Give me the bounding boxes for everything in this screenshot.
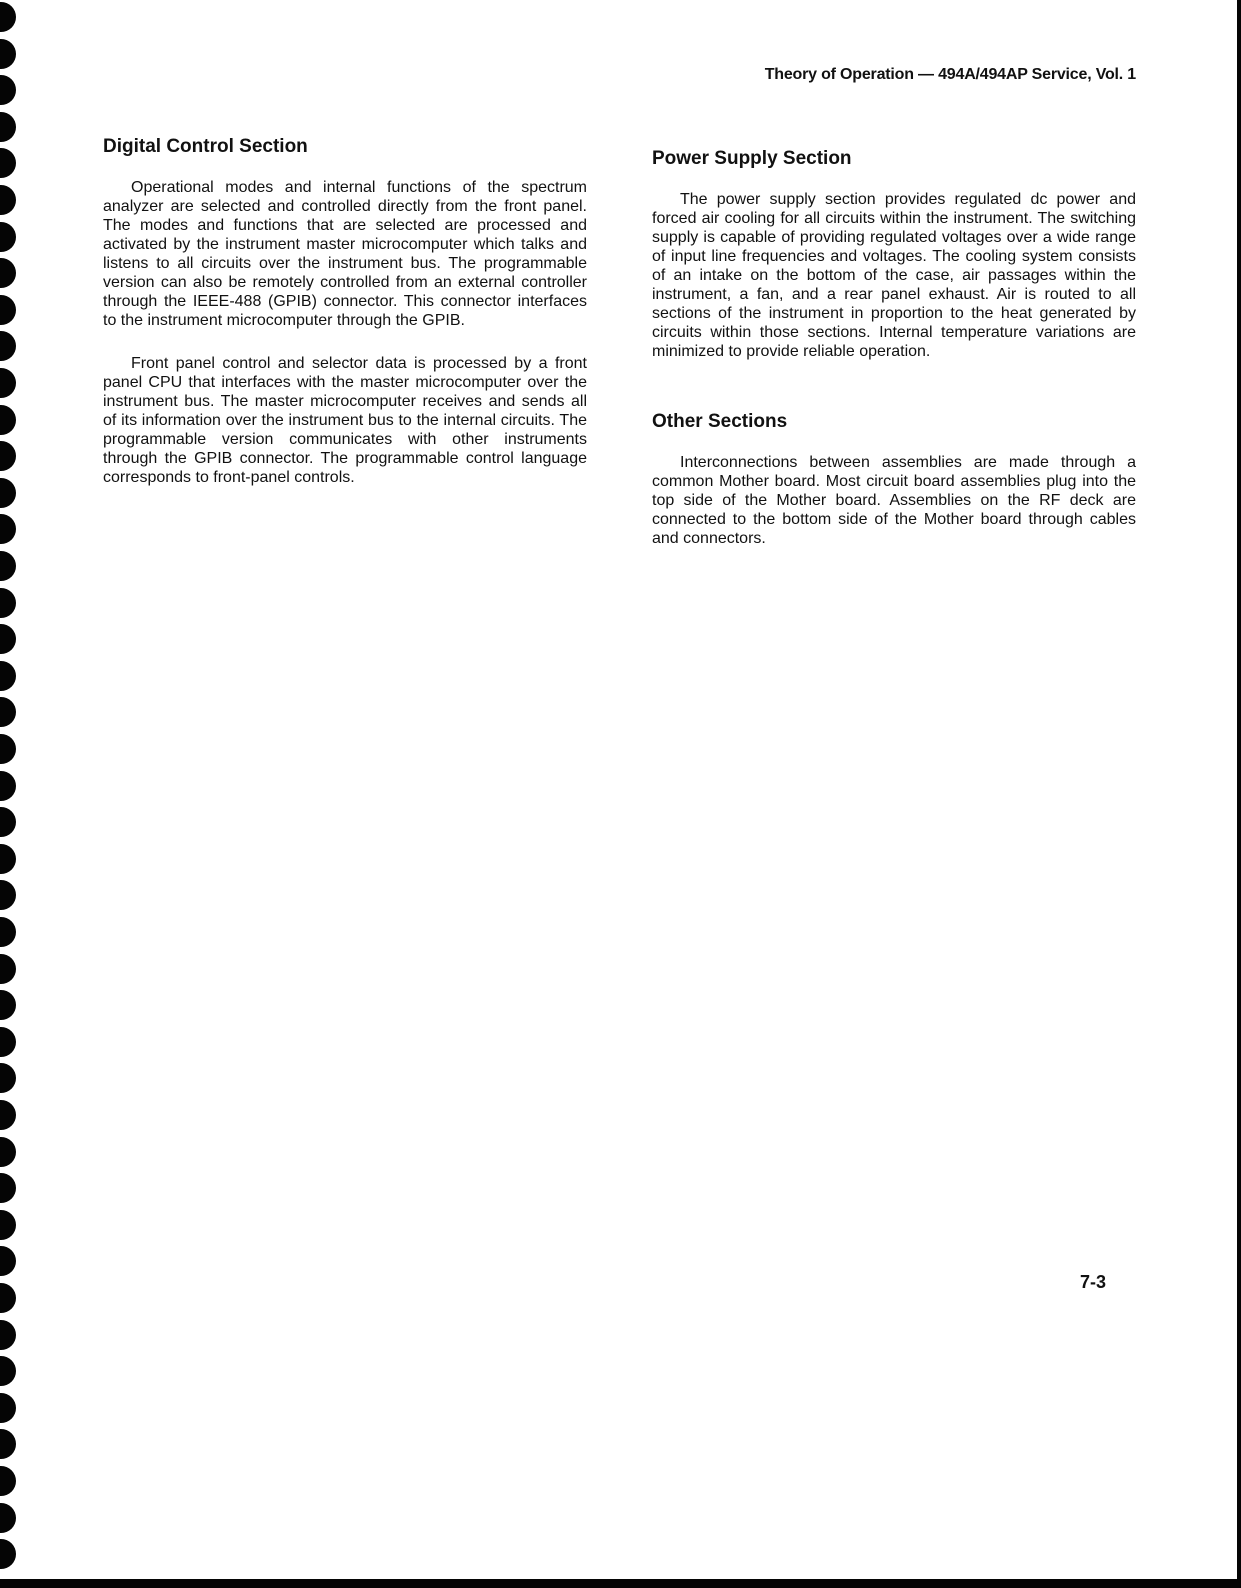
binding-hole	[0, 1137, 16, 1167]
binding-hole	[0, 697, 16, 727]
page-edge	[1237, 0, 1241, 1588]
binding-hole	[0, 441, 16, 471]
section-title: Other Sections	[652, 411, 788, 432]
binding-hole	[0, 1503, 16, 1533]
binding-hole	[0, 148, 16, 178]
section-digital-control	[103, 136, 587, 487]
binding-hole	[0, 1210, 16, 1240]
binding-hole	[0, 1539, 16, 1569]
page-bottom-edge	[0, 1579, 1241, 1588]
binding-hole	[0, 258, 16, 288]
binding-hole	[0, 1393, 16, 1423]
binding-hole	[0, 1466, 16, 1496]
paragraph: The power supply section provides regulated dc power and forced air cooling for all circuits within the instrument. The switching supply is capable of providing regulated voltages over a wide range of input line frequencies and voltages. The cooling system consists of an intake on the bottom of the case, air passages within the instrument, a fan, and a rear panel exhaust. Air is routed to all sections of the instrument in proportion to the heat generated by circuits within those sections. Internal temperature variations are minimized to provide reliable operation.	[652, 191, 1136, 360]
binding-hole	[0, 844, 16, 874]
binding-hole	[0, 1246, 16, 1276]
binding-hole	[0, 331, 16, 361]
paragraph: Operational modes and internal functions of the spectrum analyzer are selected and controlled directly from the front panel. The modes and functions that are selected are processed and activated by the instrument master microcomputer which talks and listens to all circuits over the instrument bus. The programmable version can also be remotely controlled from an external controller through the IEEE-488 (GPIB) connector. This connector interfaces to the instrument microcomputer through the GPIB.	[103, 179, 587, 329]
binding-hole	[0, 185, 16, 215]
binding-hole	[0, 222, 16, 252]
binding-hole	[0, 39, 16, 69]
section-title: Power Supply Section	[652, 148, 852, 169]
binding-hole	[0, 1429, 16, 1459]
binding-hole	[0, 295, 16, 325]
binding-hole	[0, 1100, 16, 1130]
binding-hole	[0, 368, 16, 398]
binding-hole	[0, 75, 16, 105]
binding-hole	[0, 661, 16, 691]
binding-hole	[0, 880, 16, 910]
right-column	[652, 148, 1136, 578]
binding-hole	[0, 1283, 16, 1313]
paragraph: Front panel control and selector data is processed by a front panel CPU that interfaces with the master microcomputer over the instrument bus. The master microcomputer receives and sends all of its information over the instrument bus to the internal circuits. The programmable version communicates with other instruments through the GPIB connector. The programmable control language corresponds to front-panel controls.	[103, 355, 587, 486]
binding-hole	[0, 771, 16, 801]
binding-hole	[0, 734, 16, 764]
binding-hole	[0, 1356, 16, 1386]
binding-hole	[0, 514, 16, 544]
binding-hole	[0, 551, 16, 581]
running-head: Theory of Operation — 494A/494AP Service, Vol. 1	[764, 66, 1136, 83]
binding-hole	[0, 588, 16, 618]
binding-hole	[0, 1320, 16, 1350]
section-power-supply	[652, 148, 1136, 361]
binding-hole	[0, 1063, 16, 1093]
binding-hole	[0, 917, 16, 947]
binding-hole	[0, 478, 16, 508]
section-other	[652, 411, 1136, 548]
binding-hole	[0, 807, 16, 837]
spiral-binding	[0, 0, 22, 1588]
binding-hole	[0, 1027, 16, 1057]
paragraph: Interconnections between assemblies are made through a common Mother board. Most circuit board assemblies plug into the top side of the Mother board. Assemblies on the RF deck are connected to the bottom side of the Mother board through cables and connectors.	[652, 454, 1136, 547]
binding-hole	[0, 112, 16, 142]
binding-hole	[0, 990, 16, 1020]
binding-hole	[0, 1173, 16, 1203]
left-column	[103, 136, 587, 517]
section-title: Digital Control Section	[103, 136, 308, 157]
page-number: 7-3	[1079, 1272, 1106, 1292]
binding-hole	[0, 2, 16, 32]
binding-hole	[0, 624, 16, 654]
binding-hole	[0, 954, 16, 984]
binding-hole	[0, 405, 16, 435]
